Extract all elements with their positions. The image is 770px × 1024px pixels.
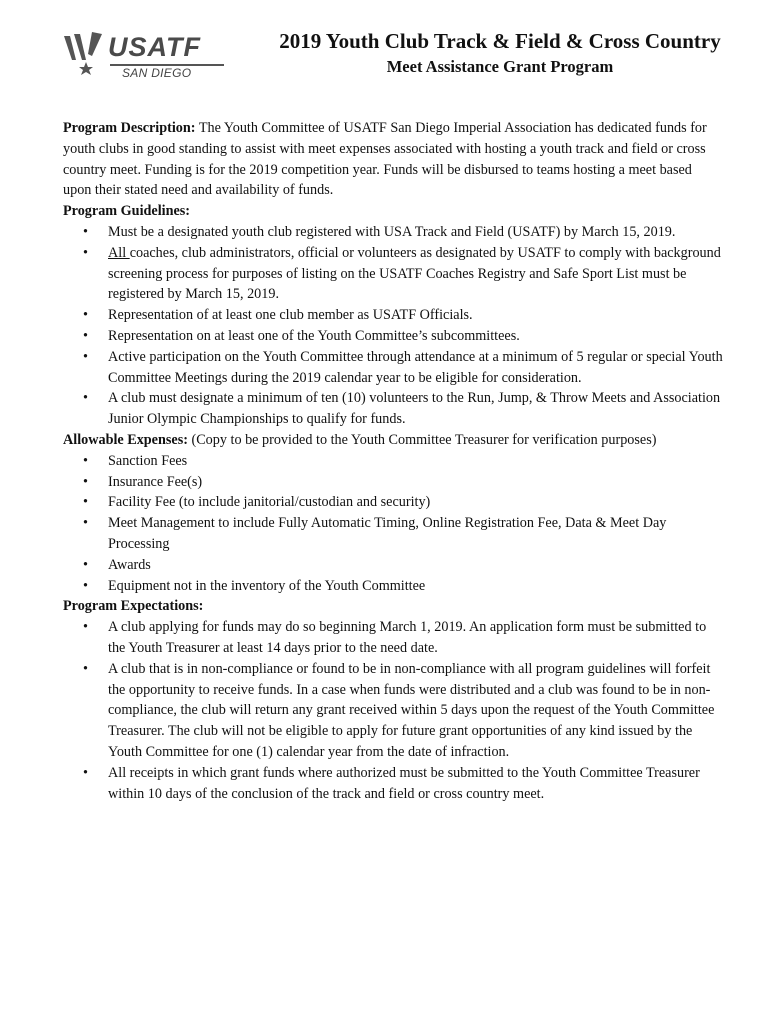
bullet-icon: • [83, 390, 88, 407]
logo-wordmark: USATF [108, 32, 201, 62]
expectations-list [63, 617, 723, 804]
list-item: • Meet Management to include Fully Automatic Timing, Online Registration Fee, Data & Meet Day Processing [83, 515, 667, 552]
underlined-word: All [108, 244, 130, 261]
bullet-icon: • [83, 452, 88, 469]
list-item: • Awards [108, 555, 723, 576]
list-item: • All coaches, club administrators, official or volunteers as designated by USATF to comply with background screening process for purposes of listing on the USATF Coaches Registry and Safe Sport List must be registered by March 15, 2019. [83, 244, 721, 303]
list-item: • A club that is in non-compliance or found to be in non-compliance with all program guidelines will forfeit the opportunity to receive funds. In a case when funds were distributed and a club was found to be in non-compliance, the club will return any grant received within 5 days upon the request of the Youth Committee Treasurer. The club will not be eligible to apply for future grant opportunities of any kind issued by the Youth Committee for one (1) calendar year from the date of infraction. [83, 660, 715, 760]
guidelines-list [63, 222, 723, 430]
expenses-heading: Allowable Expenses: (Copy to be provided to the Youth Committee Treasurer for verification purposes) [63, 431, 657, 448]
list-item: • A club applying for funds may do so beginning March 1, 2019. An application form must be submitted to the Youth Treasurer at least 14 days prior to the need date. [83, 619, 707, 656]
program-description [63, 118, 723, 201]
list-item: • Facility Fee (to include janitorial/custodian and security) [108, 492, 723, 513]
bullet-icon: • [83, 327, 88, 344]
bullet-icon: • [83, 348, 88, 365]
list-item: • All receipts in which grant funds where authorized must be submitted to the Youth Committee Treasurer within 10 days of the conclusion of the track and field or cross country meet. [83, 764, 700, 802]
bullet-icon: • [83, 764, 88, 781]
expectations-heading: Program Expectations: [63, 598, 204, 615]
list-item: • A club must designate a minimum of ten (10) volunteers to the Run, Jump, & Throw Meets and Association Junior Olympic Championships to qualify for funds. [83, 390, 721, 428]
list-item: • Equipment not in the inventory of the Youth Committee [108, 576, 723, 597]
logo-subtext: SAN DIEGO [122, 66, 192, 80]
usatf-logo [62, 30, 232, 80]
list-item: • Active participation on the Youth Committee through attendance at a minimum of 5 regular or special Youth Committee Meetings during the 2019 calendar year to be eligible for consideration. [83, 348, 723, 386]
bullet-icon: • [83, 556, 88, 573]
list-item: • Sanction Fees [108, 451, 723, 472]
description-text: The Youth Committee of USATF San Diego Imperial Association has dedicated funds for youth clubs in good standing to assist with meet expenses associated with hosting a youth track and field or cross country meet. Funding is for the 2019 competition year. Funds will be disbursed to teams hosting a meet based upon their stated need and availability of funds. [63, 120, 707, 199]
page-subtitle: Meet Assistance Grant Program [386, 57, 614, 76]
page-title: 2019 Youth Club Track & Field & Cross Country [279, 29, 721, 53]
bullet-icon: • [83, 619, 88, 636]
document-body [63, 118, 723, 804]
bullet-icon: • [83, 494, 88, 511]
expenses-list [63, 451, 723, 597]
list-item: • Representation on at least one of the Youth Committee’s subcommittees. [108, 326, 723, 347]
bullet-icon: • [83, 577, 88, 594]
bullet-icon: • [83, 473, 88, 490]
list-item: • Must be a designated youth club registered with USA Track and Field (USATF) by March 15, 2019. [108, 222, 723, 243]
bullet-icon: • [83, 244, 88, 261]
list-item: • Representation of at least one club member as USATF Officials. [108, 305, 723, 326]
guidelines-heading: Program Guidelines: [63, 203, 191, 220]
bullet-icon: • [83, 660, 88, 677]
winged-emblem-icon [62, 30, 110, 76]
list-item: • Insurance Fee(s) [108, 472, 723, 493]
bullet-icon: • [83, 307, 88, 324]
bullet-icon: • [83, 223, 88, 240]
description-label: Program Description: [63, 120, 196, 136]
expenses-note: (Copy to be provided to the Youth Committee Treasurer for verification purposes) [187, 431, 657, 448]
bullet-icon: • [83, 515, 88, 532]
